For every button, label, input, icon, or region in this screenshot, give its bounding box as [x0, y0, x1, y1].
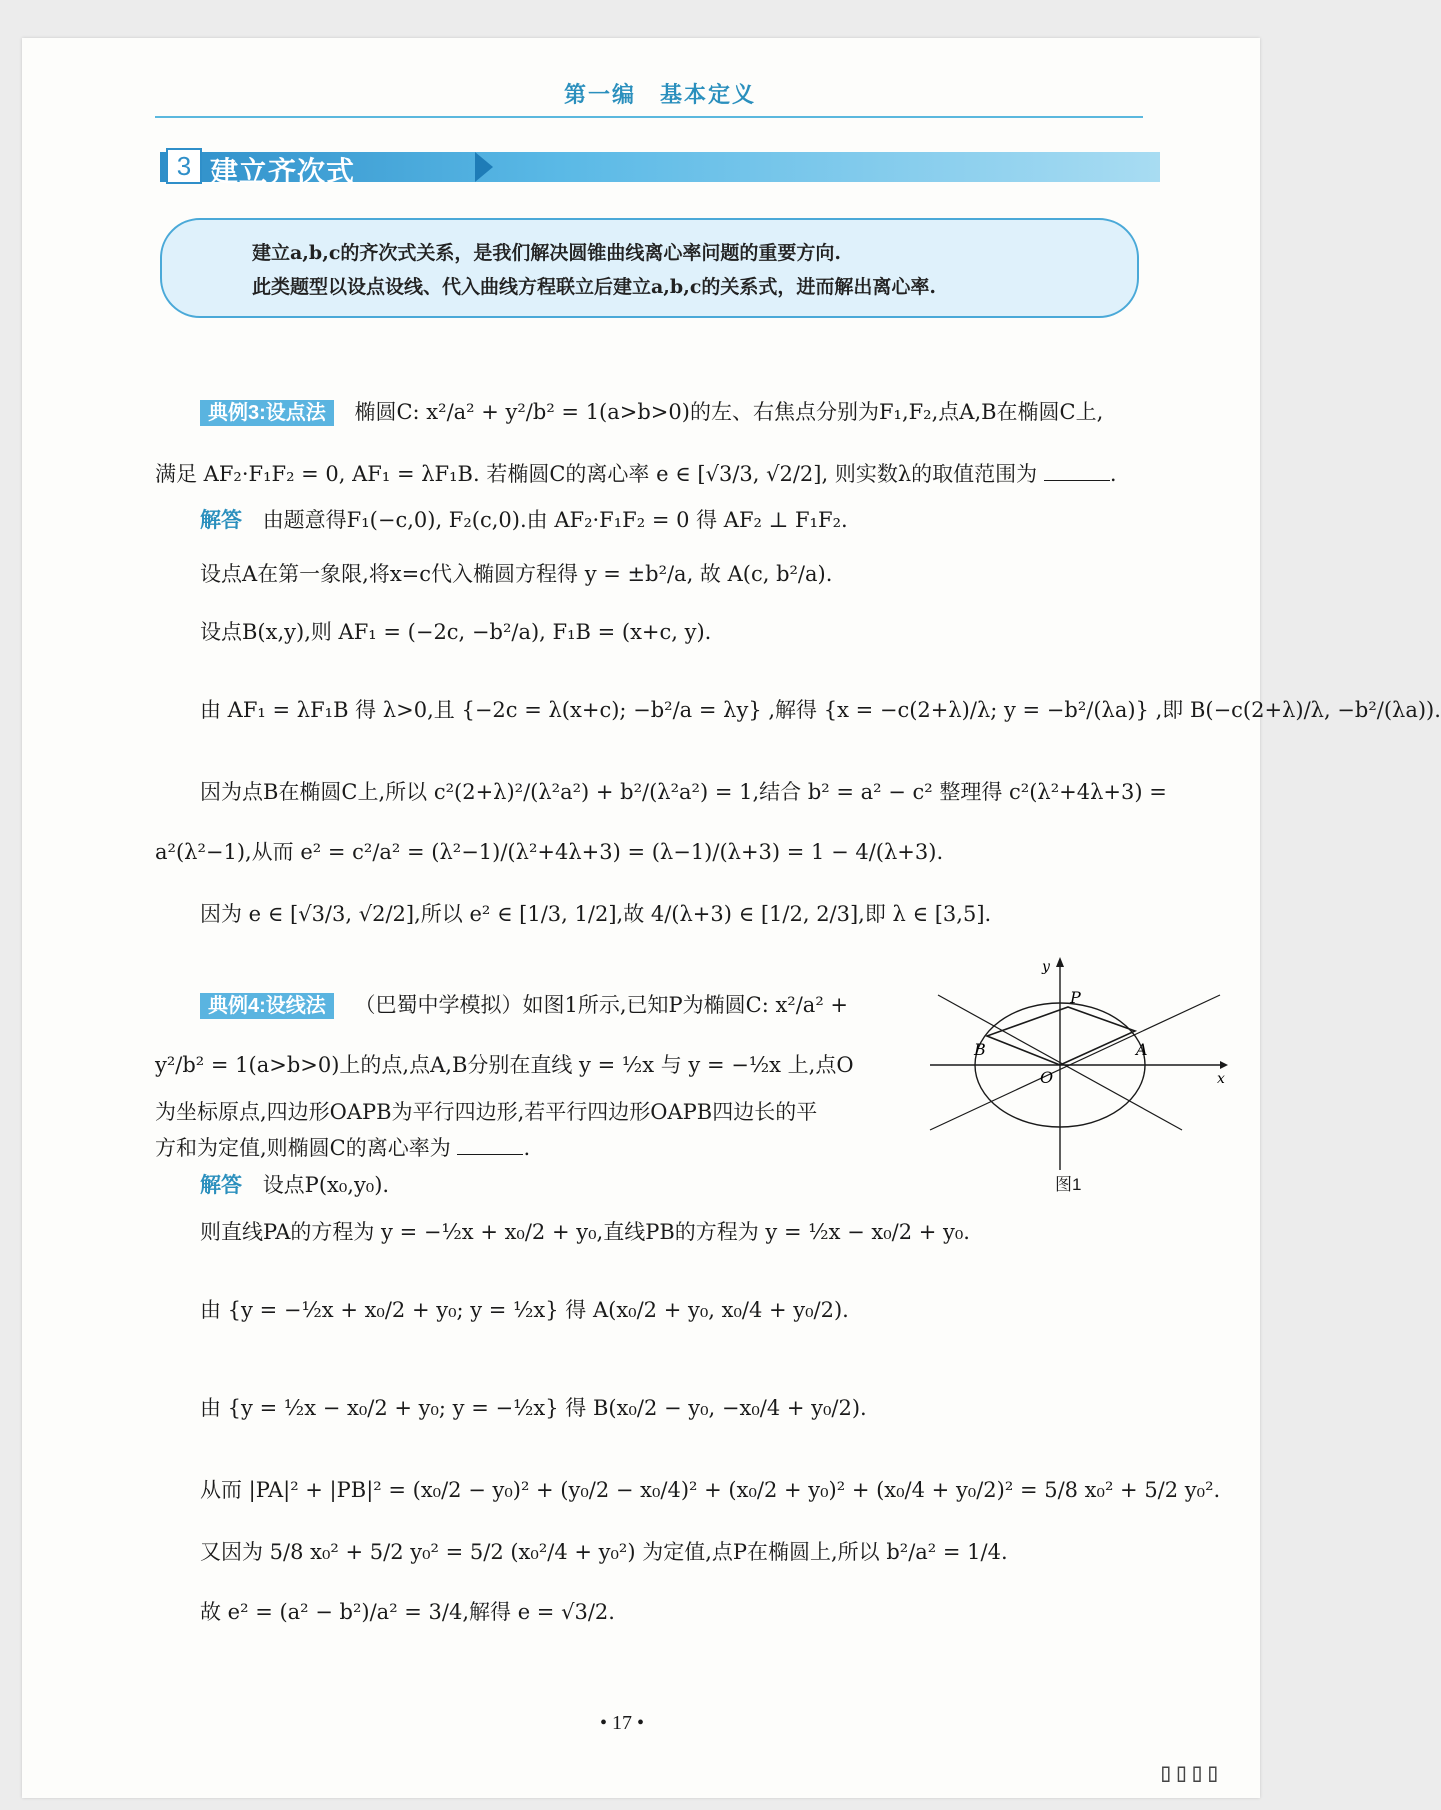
- example4-line-1: [200, 993, 848, 1019]
- banner-arrow-icon: [475, 152, 493, 182]
- example4-problem-3: 为坐标原点,四边形OAPB为平行四边形,若平行四边形OAPB四边长的平: [155, 1100, 818, 1124]
- example3-step-7: 因为 e ∈ [√3/3, √2/2],所以 e² ∈ [1/3, 1/2],故 4/(λ+3) ∈ [1/2, 2/3],即 λ ∈ [3,5].: [200, 902, 992, 926]
- header-rule: [155, 116, 1143, 118]
- example4-tag: 典例4:设线法: [200, 993, 334, 1019]
- label-y: y: [1042, 959, 1050, 975]
- figure-ellipse-diagram: [930, 955, 1230, 1175]
- answer-label: 解答: [200, 1174, 242, 1197]
- answer-blank: [1044, 480, 1110, 481]
- label-A: A: [1136, 1040, 1148, 1059]
- example3-step-4: 由 AF₁ = λF₁B 得 λ>0,且 {−2c = λ(x+c); −b²/a = λy} ,解得 {x = −c(2+λ)/λ; y = −b²/(λa)} ,即 B(−c(2+λ)/λ, −b²/(λa)).: [200, 698, 1441, 722]
- answer-label: 解答: [200, 509, 242, 532]
- x-axis-arrow-icon: [1220, 1061, 1228, 1069]
- example4-solution-1: [200, 1175, 389, 1196]
- intro-line-1: 建立a,b,c的齐次式关系，是我们解决圆锥曲线离心率问题的重要方向.: [252, 242, 842, 264]
- figure-caption: 图1: [1055, 1175, 1082, 1194]
- label-B: B: [974, 1040, 986, 1059]
- example3-step-1: 由题意得F₁(−c,0), F₂(c,0).由 AF₂·F₁F₂ = 0 得 AF₂ ⊥ F₁F₂.: [262, 508, 848, 532]
- example4-problem-4: 方和为定值,则椭圆C的离心率为: [155, 1136, 451, 1160]
- section-number: 3: [166, 148, 202, 184]
- section-banner: [160, 148, 1160, 187]
- example4-step-4: 由 {y = ½x − x₀/2 + y₀; y = −½x} 得 B(x₀/2 − y₀, −x₀/4 + y₀/2).: [200, 1396, 867, 1420]
- example3-problem-2: 满足 AF₂·F₁F₂ = 0, AF₁ = λF₁B. 若椭圆C的离心率 e ∈ [√3/3, √2/2], 则实数λ的取值范围为: [155, 462, 1038, 486]
- example3-line-2: 满足 AF₂·F₁F₂ = 0, AF₁ = λF₁B. 若椭圆C的离心率 e ∈ [√3/3, √2/2], 则实数λ的取值范围为 .: [155, 462, 1117, 486]
- example4-step-2: 则直线PA的方程为 y = −½x + x₀/2 + y₀,直线PB的方程为 y = ½x − x₀/2 + y₀.: [200, 1220, 970, 1244]
- intro-line-2: 此类题型以设点设线、代入曲线方程联立后建立a,b,c的关系式，进而解出离心率.: [252, 276, 937, 298]
- example4-step-1: 设点P(x₀,y₀).: [262, 1173, 390, 1197]
- section-title: 建立齐次式: [210, 156, 356, 187]
- page-number: • 17 •: [600, 1712, 645, 1734]
- example3-step-6: a²(λ²−1),从而 e² = c²/a² = (λ²−1)/(λ²+4λ+3) = (λ−1)/(λ+3) = 1 − 4/(λ+3).: [155, 840, 944, 864]
- example3-step-2: 设点A在第一象限,将x=c代入椭圆方程得 y = ±b²/a, 故 A(c, b²/a).: [200, 562, 833, 586]
- running-head: 第一编 基本定义: [563, 82, 756, 108]
- answer-blank: [457, 1154, 523, 1155]
- example4-step-3: 由 {y = −½x + x₀/2 + y₀; y = ½x} 得 A(x₀/2 + y₀, x₀/4 + y₀/2).: [200, 1298, 849, 1322]
- example3-problem-1: 椭圆C: x²/a² + y²/b² = 1(a>b>0)的左、右焦点分别为F₁,F₂,点A,B在椭圆C上,: [354, 400, 1104, 424]
- example4-problem-2: y²/b² = 1(a>b>0)上的点,点A,B分别在直线 y = ½x 与 y = −½x 上,点O: [155, 1053, 854, 1077]
- y-axis-arrow-icon: [1056, 957, 1064, 967]
- example4-step-5: 从而 |PA|² + |PB|² = (x₀/2 − y₀)² + (y₀/2 − x₀/4)² + (x₀/2 + y₀)² + (x₀/4 + y₀/2)² = 5/8 x₀² + 5/2 y₀².: [200, 1478, 1221, 1502]
- example3-line-1: [200, 400, 1103, 426]
- watermark-icon: ▯▯▯▯: [1158, 1758, 1221, 1788]
- label-O: O: [1040, 1068, 1054, 1087]
- example3-solution-1: [200, 510, 848, 531]
- intro-box: [160, 218, 1139, 318]
- example4-step-6: 又因为 5/8 x₀² + 5/2 y₀² = 5/2 (x₀²/4 + y₀²) 为定值,点P在椭圆上,所以 b²/a² = 1/4.: [200, 1540, 1008, 1564]
- label-x: x: [1217, 1071, 1225, 1087]
- example4-step-7: 故 e² = (a² − b²)/a² = 3/4,解得 e = √3/2.: [200, 1600, 615, 1624]
- example3-tag: 典例3:设点法: [200, 400, 334, 426]
- example4-line-4: 方和为定值,则椭圆C的离心率为 .: [155, 1136, 531, 1160]
- example4-problem-1: （巴蜀中学模拟）如图1所示,已知P为椭圆C: x²/a² +: [354, 993, 849, 1017]
- example3-step-5: 因为点B在椭圆C上,所以 c²(2+λ)²/(λ²a²) + b²/(λ²a²) = 1,结合 b² = a² − c² 整理得 c²(λ²+4λ+3) =: [200, 780, 1167, 804]
- example3-step-3: 设点B(x,y),则 AF₁ = (−2c, −b²/a), F₁B = (x+c, y).: [200, 620, 712, 644]
- label-P: P: [1070, 988, 1081, 1007]
